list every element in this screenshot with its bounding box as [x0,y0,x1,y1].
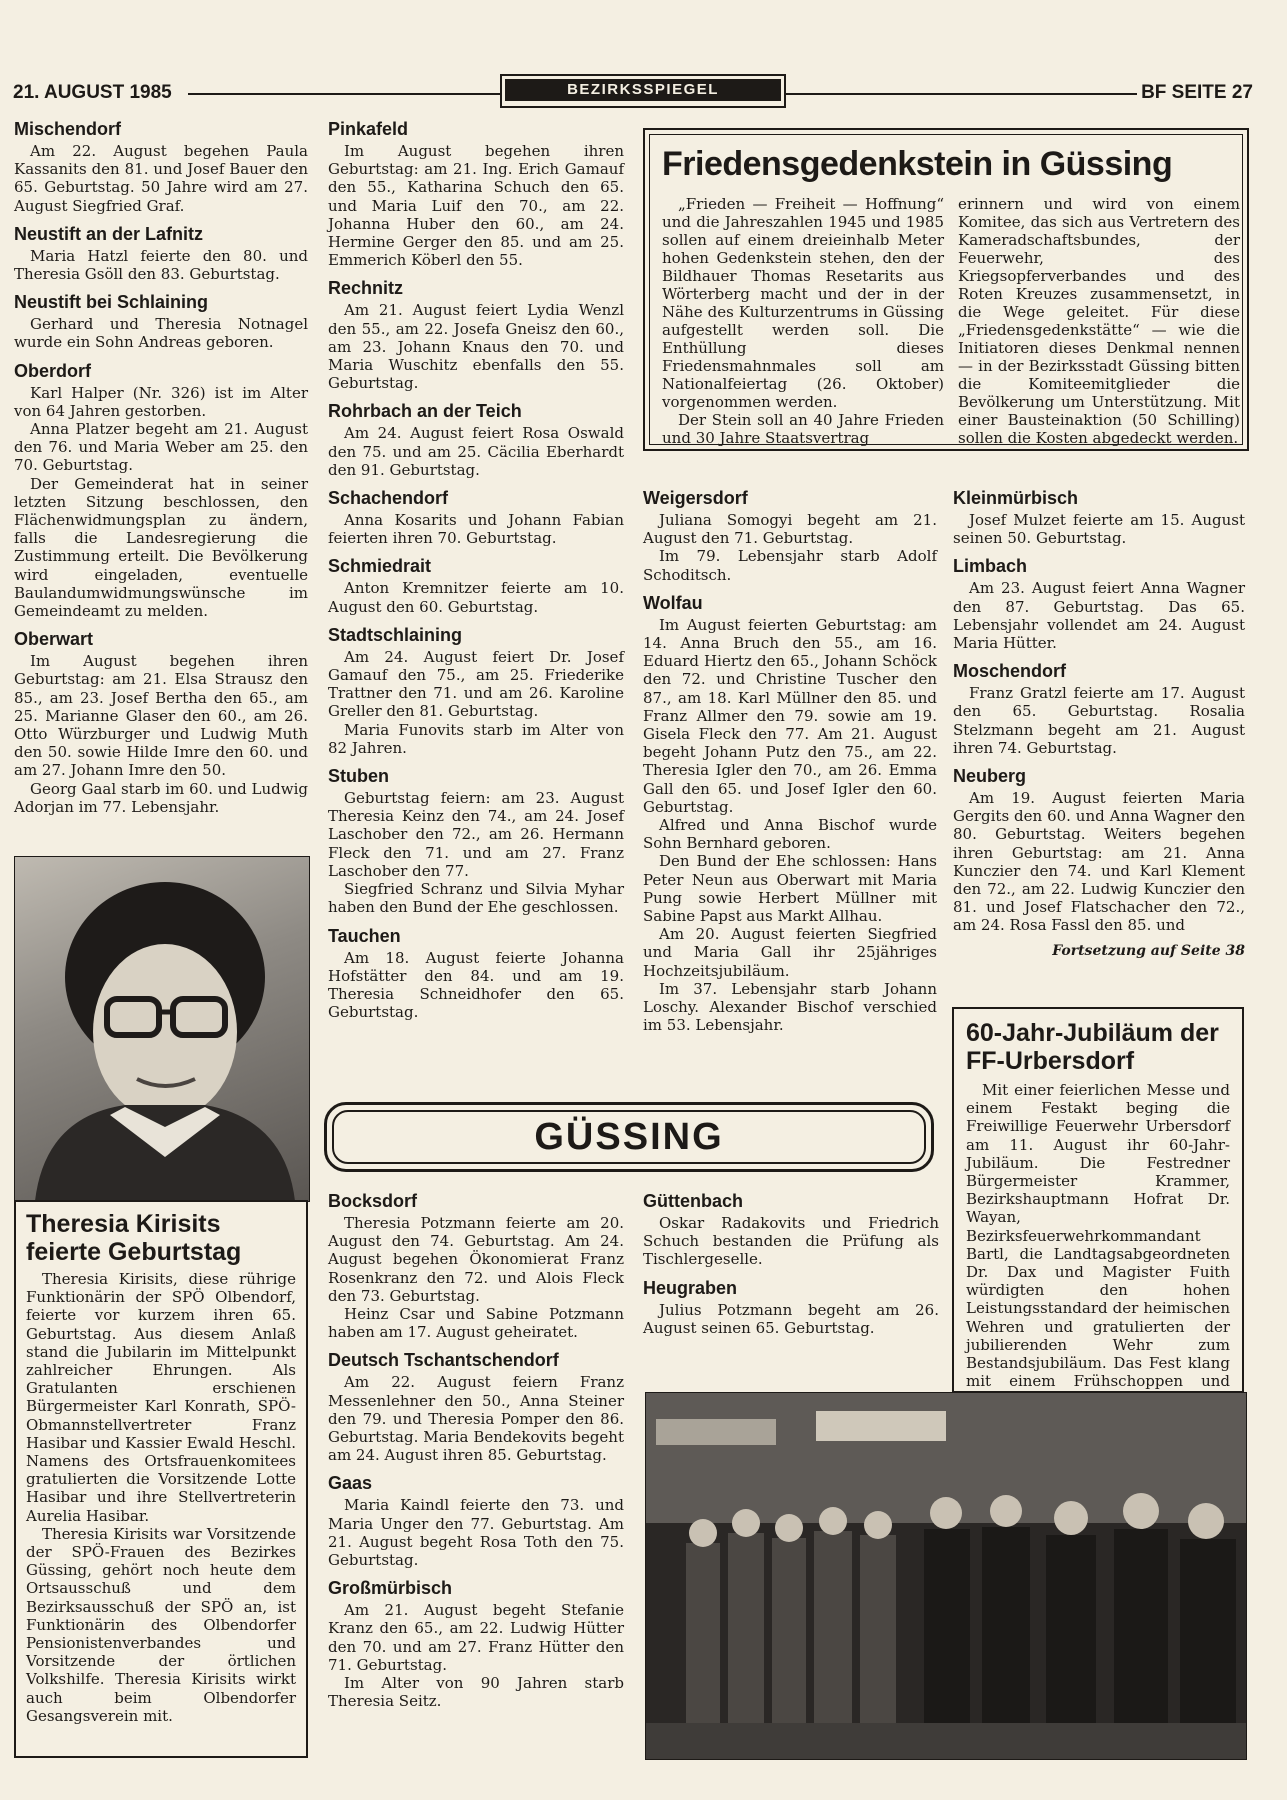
paragraph: Am 19. August feierten Maria Gergits den 60. und Anna Wagner den 80. Geburtstag. Weiters begehen ihren Geburtstag: am 21. Anna Kunczier den 74. und Karl Klement den 72., am 22. Ludwig Kunczier den 81. und Josef Flatschacher den 72., am 24. Rosa Fassl den 85. und [953,789,1245,935]
header-rule-left [188,93,500,95]
item-heading: Neuberg [953,766,1027,787]
paragraph: Maria Kaindl feierte den 73. und Maria Unger den 77. Geburtstag. Am 21. August begeht Rosa Toth den 75. Geburtstag. [328,1496,624,1570]
portrait-photo [14,856,310,1202]
banner-inner [332,1110,926,1164]
ff-urbersdorf-article [952,1007,1244,1393]
paragraph: Heinz Csar und Sabine Potzmann haben am 17. August geheiratet. [328,1305,624,1342]
paragraph: Julius Potzmann begeht am 26. August seinen 65. Geburtstag. [643,1300,939,1337]
item-heading: Großmürbisch [328,1578,453,1599]
article-headline: Friedensgedenkstein in Güssing [662,145,1173,183]
paragraph: Im August begehen ihren Geburtstag: am 21. Elsa Strausz den 85., am 23. Josef Bertha den 65., am 25. Marianne Glaser den 60., am 26. Otto Würzburger und Ludwig Muth den 50. sowie Hilde Imre den 60. und am 27. Johann Imre den 50. [14,652,308,780]
news-item [14,118,308,215]
paragraph: Mit einer feierlichen Messe und einem Festakt beging die Freiwillige Feuerwehr Urbersdorf am 11. August ihr 60-Jahr-Jubiläum. Die Festredner Bürgermeister Krammer, Bezirkshauptmann Hofrat Dr. Wayan, Bezirksfeuerwehrkommandant Bartl, die Landtagsabgeordneten Dr. Dax und Magister Fuith würdigten den hohen Leistungsstandard der heimischen Wehren und gratulierten der jubilierenden Wehr zum Bestandsjubiläum. Das Fest klang mit einem Frühschoppen und [966,1081,1230,1391]
column-4 [953,487,1245,959]
item-heading: Neustift an der Lafnitz [14,223,204,244]
news-item [328,624,624,757]
paragraph: Anna Platzer begeht am 21. August den 76. und Maria Weber am 25. den 70. Geburtstag. [14,420,308,475]
column-1 [14,118,308,824]
item-heading: Schachendorf [328,488,449,509]
item-heading: Schmiedrait [328,556,432,577]
item-heading: Pinkafeld [328,119,409,139]
paragraph: Alfred und Anna Bischof wurde Sohn Bernhard geboren. [643,816,937,853]
news-item [328,118,624,269]
paragraph: Juliana Somogyi begeht am 21. August den 71. Geburtstag. [643,511,937,548]
paragraph: Am 21. August begeht Stefanie Kranz den 65., am 22. Ludwig Hütter den 70. und am 27. Franz Hütter den 71. Geburtstag. [328,1601,624,1674]
section-banner [500,74,786,108]
news-item [328,400,624,479]
paragraph: „Frieden — Freiheit — Hoffnung“ und die Jahreszahlen 1945 und 1985 sollen auf einem dreieinhalb Meter hohen Gedenkstein stehen, den der Bildhauer Thomas Resetarits aus Wörterberg macht und der in der Nähe des Kulturzentrums in Güssing aufgestellt werden soll. Die Enthüllung dieses Friedensmahnmales soll am Nationalfeiertag (26. Oktober) vorgenommen werden. [662,195,944,411]
item-heading: Mischendorf [14,119,122,139]
item-heading: Deutsch Tschantschendorf [328,1350,559,1371]
item-heading: Wolfau [643,592,703,613]
item-heading: Limbach [953,556,1028,577]
paragraph: Am 24. August feiert Rosa Oswald den 75. und am 25. Cäcilia Eberhardt den 91. Geburtstag. [328,424,624,479]
news-item [328,925,624,1022]
news-item [953,765,1245,935]
guessing-section-banner [324,1102,934,1172]
item-heading: Heugraben [643,1277,738,1298]
article-column-left [662,195,944,447]
column-2 [328,118,624,1029]
header-date: 21. AUGUST 1985 [13,82,172,103]
kirisits-article [14,1200,308,1758]
paragraph: Im Alter von 90 Jahren starb Theresia Seitz. [328,1674,624,1711]
friedensgedenkstein-article [643,128,1249,451]
paragraph: Josef Mulzet feierte am 15. August seinen 50. Geburtstag. [953,511,1245,548]
news-item [328,1472,624,1569]
item-heading: Oberwart [14,629,94,650]
paragraph: Am 20. August feierten Siegfried und Maria Gall ihr 25jähriges Hochzeitsjubiläum. [643,925,937,980]
item-heading: Kleinmürbisch [953,488,1079,508]
page-header [13,82,1253,106]
news-item [14,223,308,283]
section-title: BEZIRKSSPIEGEL [505,79,781,101]
paragraph: Am 21. August feiert Lydia Wenzl den 55., am 22. Josefa Gneisz den 60., am 23. Johann Knaus den 70. und Maria Wuschitz ebenfalls den 55. Geburtstag. [328,301,624,393]
paragraph: Franz Gratzl feierte am 17. August den 65. Geburtstag. Rosalia Stelzmann begeht am 21. August ihren 74. Geburtstag. [953,684,1245,757]
continuation-note: Fortsetzung auf Seite 38 [1052,942,1245,959]
item-heading: Oberdorf [14,360,92,381]
paragraph: Siegfried Schranz und Silvia Myhar haben den Bund der Ehe geschlossen. [328,880,624,917]
header-rule-right [782,93,1137,95]
item-heading: Rohrbach an der Teich [328,401,522,422]
item-heading: Güttenbach [643,1191,744,1211]
news-item [953,660,1245,757]
news-item [328,1349,624,1464]
paragraph: Maria Hatzl feierte den 80. und Theresia Gsöll den 83. Geburtstag. [14,246,308,284]
paragraph: Im 79. Lebensjahr starb Adolf Schoditsch. [643,547,937,584]
paragraph: Theresia Kirisits, diese rührige Funktionärin der SPÖ Olbendorf, feierte vor kurzem ihren 65. Geburtstag. Aus diesem Anlaß stand die Jubilarin im Mittelpunkt zahlreicher Ehrungen. Als Gratulanten erschienen Bürgermeister Karl Konrath, SPÖ-Obmannstellvertreter Franz Hasibar und Kassier Ewald Heschl. Namens des Ortsfrauenkomitees gratulierten die Vorsitzende Lotte Hasibar und ihre Stellvertreterin Aurelia Hasibar. [26,1270,296,1525]
item-heading: Weigersdorf [643,488,748,508]
guessing-column-1 [328,1190,624,1718]
article-column-right [958,195,1240,447]
news-item [953,555,1245,652]
item-heading: Gaas [328,1473,373,1494]
firefighters-photo [645,1392,1247,1760]
paragraph: Gerhard und Theresia Notnagel wurde ein Sohn Andreas geboren. [14,315,308,352]
item-heading: Bocksdorf [328,1191,418,1211]
paragraph: Anton Kremnitzer feierte am 10. August den 60. Geburtstag. [328,579,624,616]
paragraph: Der Gemeinderat hat in seiner letzten Sitzung beschlossen, den Flächenwidmungsplan zu ändern, falls die Landesregierung die Zustimmung erteilt. Die Bevölkerung wird eingeladen, eventuelle Baulandumwidmungswünsche im Gemeindeamt zu melden. [14,474,308,621]
news-item [14,291,308,351]
news-item [643,1190,939,1269]
news-item [328,1190,624,1341]
paragraph: Oskar Radakovits und Friedrich Schuch bestanden die Prüfung als Tischlergeselle. [643,1214,939,1269]
news-item [953,487,1245,547]
item-heading: Neustift bei Schlaining [14,292,209,313]
news-item [643,487,937,584]
news-item [14,360,308,621]
paragraph: Am 24. August feiert Dr. Josef Gamauf den 75., am 25. Friederike Trattner den 71. und am 26. Karoline Greller den 81. Geburtstag. [328,647,624,721]
item-heading: Stadtschlaining [328,624,463,645]
news-item [328,487,624,547]
paragraph: Am 23. August feiert Anna Wagner den 87. Geburtstag. Das 65. Lebensjahr vollendet am 24. August Maria Hütter. [953,579,1245,653]
paragraph: Am 22. August begehen Paula Kassanits den 81. und Josef Bauer den 65. Geburtstag. 50 Jahre wird am 27. August Siegfried Graf. [14,142,308,215]
article-headline: Theresia Kirisits feierte Geburtstag [26,1210,242,1266]
paragraph: Theresia Kirisits war Vorsitzende der SPÖ-Frauen des Bezirkes Güssing, gehört noch heute dem Ortsausschuß und dem Bezirksausschuß der SPÖ an, ist Funktionärin des Olbendorfer Pensionistenverbandes und Vorsitzende der örtlichen Volkshilfe. Theresia Kirisits wirkt auch beim Olbendorfer Gesangsverein mit. [26,1524,296,1725]
paragraph: Anna Kosarits und Johann Fabian feierten ihren 70. Geburtstag. [328,511,624,548]
crowd-illustration [646,1393,1246,1759]
paragraph: Am 18. August feierte Johanna Hofstätter den 84. und am 19. Theresia Schneidhofer den 65. Geburtstag. [328,948,624,1022]
news-item [643,592,937,1035]
news-item [328,555,624,615]
paragraph: Im 37. Lebensjahr starb Johann Loschy. Alexander Bischof verschied im 53. Lebensjahr. [643,979,937,1035]
news-item [643,1277,939,1337]
news-item [328,1577,624,1710]
guessing-column-2 [643,1190,939,1345]
paragraph: erinnern und wird von einem Komitee, das sich aus Vertretern des Kameradschaftsbundes, der Feuerwehr, des Kriegsopferverbandes und des Roten Kreuzes zusammensetzt, in die Wege geleitet. Für diese „Friedensgedenkstätte“ — wie die Initiatoren dieses Denkmal nennen — in der Bezirksstadt Güssing bitten die Komiteemitglieder die Bevölkerung um Unterstützung. Mit einer Bausteinaktion (50 Schilling) sollen die Kosten abgedeckt werden. [958,195,1240,447]
paragraph: Georg Gaal starb im 60. und Ludwig Adorjan im 77. Lebensjahr. [14,779,308,816]
column-3 [643,487,937,1042]
item-heading: Tauchen [328,925,401,946]
paragraph: Im August feierten Geburtstag: am 14. Anna Bruch den 55., am 16. Eduard Hiertz den 65., Johann Schöck den 72. und Christine Tuscher den 87., am 18. Karl Müllner den 85. und Franz Allmer den 79. sowie am 19. Gisela Fleck den 77. Am 21. August begeht Johann Putz den 75., am 22. Theresia Igler den 70., am 26. Emma Gall den 65. und Josef Igler den 60. Geburtstag. [643,615,937,816]
article-headline: 60-Jahr-Jubiläum der FF-Urbersdorf [966,1019,1219,1075]
news-item [328,765,624,916]
item-heading: Moschendorf [953,661,1067,682]
paragraph: Maria Funovits starb im Alter von 82 Jahren. [328,720,624,757]
news-item [328,277,624,392]
portrait-illustration [15,857,309,1201]
news-item [14,628,308,816]
paragraph: Am 22. August feiern Franz Messenlehner den 50., Anna Steiner den 79. und Theresia Pomper den 86. Geburtstag. Maria Bendekovits begeht am 24. August ihren 85. Geburtstag. [328,1373,624,1465]
paragraph: Der Stein soll an 40 Jahre Frieden und 30 Jahre Staatsvertrag [662,411,944,447]
paragraph: Den Bund der Ehe schlossen: Hans Peter Neun aus Oberwart mit Maria Pung sowie Herbert Müllner mit Sabine Papst aus Markt Allhau. [643,852,937,926]
paragraph: Im August begehen ihren Geburtstag: am 21. Ing. Erich Gamauf den 55., Katharina Schuch den 65. und Maria Luif den 70., am 22. Johanna Huber den 60., am 24. Hermine Gerger den 85. und am 25. Emmerich Köberl den 55. [328,142,624,270]
paragraph: Geburtstag feiern: am 23. August Theresia Keinz den 74., am 24. Josef Laschober den 72., am 26. Hermann Fleck den 71. und am 27. Franz Laschober den 77. [328,789,624,880]
paragraph: Karl Halper (Nr. 326) ist im Alter von 64 Jahren gestorben. [14,383,308,420]
item-heading: Rechnitz [328,278,404,299]
paragraph: Theresia Potzmann feierte am 20. August den 74. Geburtstag. Am 24. August begehen Ökonomierat Franz Rosenkranz den 72. und Alois Fleck den 73. Geburtstag. [328,1214,624,1305]
item-heading: Stuben [328,766,389,787]
section-title: GÜSSING [534,1115,724,1158]
page-number: BF SEITE 27 [1141,82,1253,103]
article-frame [649,134,1243,445]
